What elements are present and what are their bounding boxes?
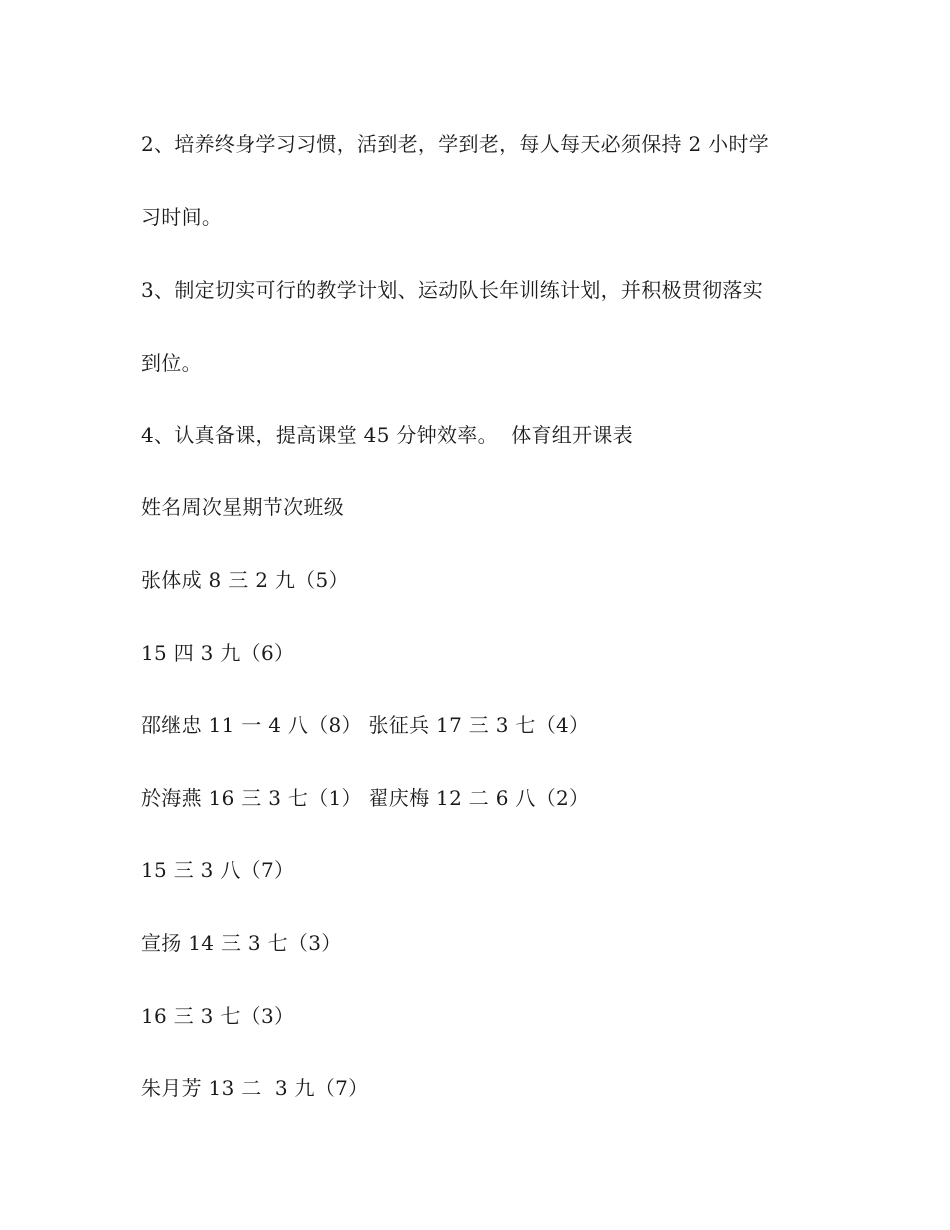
- text-line-goal-2: 2、培养终身学习习惯，活到老，学到老，每人每天必须保持 2 小时学: [141, 132, 770, 156]
- schedule-row: 15 三 3 八（7）: [141, 858, 295, 882]
- schedule-row: 宣扬 14 三 3 七（3）: [141, 931, 342, 955]
- text-line-goal-3-cont: 到位。: [141, 351, 202, 375]
- schedule-row: 朱月芳 13 二 3 九（7）: [141, 1076, 369, 1100]
- text-line-goal-3: 3、制定切实可行的教学计划、运动队长年训练计划，并积极贯彻落实: [141, 278, 764, 302]
- schedule-row: 15 四 3 九（6）: [141, 641, 295, 665]
- schedule-row: 16 三 3 七（3）: [141, 1004, 295, 1028]
- text-line-goal-4: 4、认真备课，提高课堂 45 分钟效率。 体育组开课表: [141, 423, 634, 447]
- schedule-row: 於海燕 16 三 3 七（1） 翟庆梅 12 二 6 八（2）: [141, 786, 590, 810]
- schedule-row: 邵继忠 11 一 4 八（8） 张征兵 17 三 3 七（4）: [141, 713, 590, 737]
- schedule-row: 张体成 8 三 2 九（5）: [141, 568, 349, 592]
- schedule-header: 姓名周次星期节次班级: [141, 495, 344, 519]
- text-line-goal-2-cont: 习时间。: [141, 205, 223, 229]
